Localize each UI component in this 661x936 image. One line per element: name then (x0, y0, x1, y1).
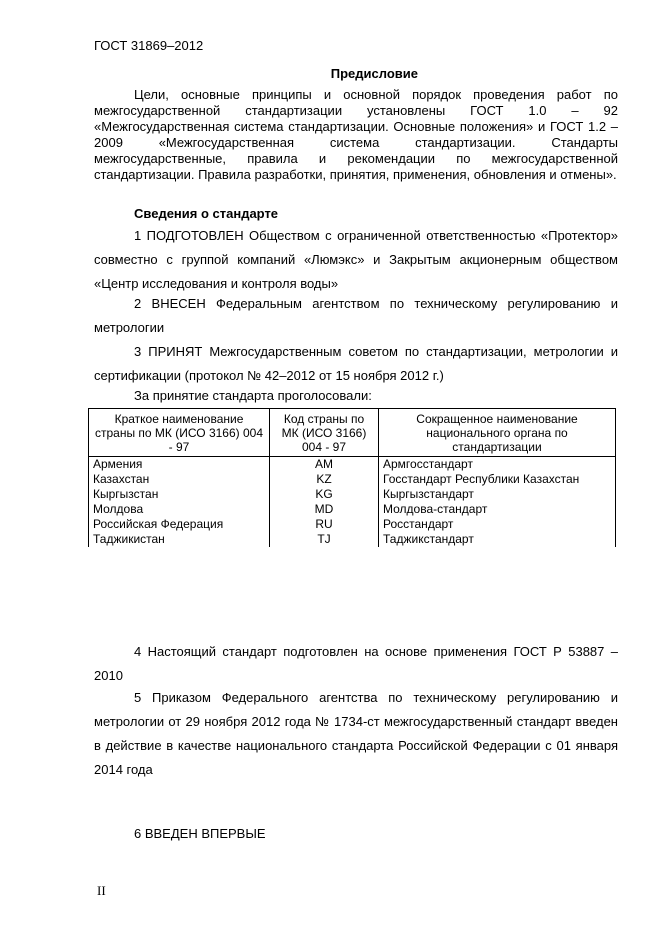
table-row (89, 532, 616, 547)
header-country-code: Код страны по МК (ИСО 3166) 004 - 97 (270, 409, 379, 457)
country-name-cell: Армения (89, 457, 270, 473)
table-row (89, 487, 616, 502)
page-number: II (97, 883, 106, 898)
country-code-cell: KZ (270, 472, 379, 487)
item-3-adopted: 3 ПРИНЯТ Межгосударственным советом по стандартизации, метрологии и сертификации (протокол № 42–2012 от 15 ноября 2012 г.) (94, 344, 618, 383)
table-row (89, 517, 616, 532)
document-code-header: ГОСТ 31869–2012 (94, 38, 204, 53)
item-6-first-introduced: 6 ВВЕДЕН ВПЕРВЫЕ (134, 826, 266, 841)
voting-states-table (88, 408, 616, 547)
header-national-body: Сокращенное наименование национального органа по стандартизации (379, 409, 616, 457)
preface-title: Предисловие (330, 66, 418, 81)
country-name-cell: Казахстан (89, 472, 270, 487)
national-body-cell: Госстандарт Республики Казахстан (379, 472, 616, 487)
country-code-cell: KG (270, 487, 379, 502)
national-body-cell: Таджикстандарт (379, 532, 616, 547)
item-4-basis: 4 Настоящий стандарт подготовлен на основе применения ГОСТ Р 53887 – 2010 (94, 644, 618, 683)
table-row (89, 472, 616, 487)
country-code-cell: MD (270, 502, 379, 517)
country-name-cell: Кыргызстан (89, 487, 270, 502)
table-row (89, 457, 616, 473)
item-2-introduced: 2 ВНЕСЕН Федеральным агентством по техническому регулированию и метрологии (94, 296, 618, 335)
vote-intro: За принятие стандарта проголосовали: (134, 388, 372, 403)
country-name-cell: Таджикистан (89, 532, 270, 547)
national-body-cell: Армгосстандарт (379, 457, 616, 473)
header-country-name: Краткое наименование страны по МК (ИСО 3166) 004 - 97 (89, 409, 270, 457)
country-name-cell: Молдова (89, 502, 270, 517)
table-row (89, 502, 616, 517)
item-5-enactment: 5 Приказом Федерального агентства по техническому регулированию и метрологии от 29 ноября 2012 года № 1734-ст межгосударственный стандарт введен в действие в качестве национального стандарта Российской Федерации с 01 января 2014 года (94, 690, 618, 777)
national-body-cell: Молдова-стандарт (379, 502, 616, 517)
country-code-cell: RU (270, 517, 379, 532)
national-body-cell: Росстандарт (379, 517, 616, 532)
table-header-row (89, 409, 616, 457)
item-1-prepared: 1 ПОДГОТОВЛЕН Обществом с ограниченной ответственностью «Протектор» совместно с группой компаний «Люмэкс» и Закрытым акционерным обществом «Центр исследования и контроля воды» (94, 228, 618, 291)
national-body-cell: Кыргызстандарт (379, 487, 616, 502)
preface-paragraph: Цели, основные принципы и основной порядок проведения работ по межгосударственной стандартизации установлены ГОСТ 1.0 – 92 «Межгосударственная система стандартизации. Основные положения» и ГОСТ 1.2 – 2009 «Межгосударственная система стандартизации. Стандарты межгосударственные, правила и рекомендации по межгосударственной стандартизации. Правила разработки, принятия, применения, обновления и отмены». (94, 87, 618, 182)
country-name-cell: Российская Федерация (89, 517, 270, 532)
country-code-cell: TJ (270, 532, 379, 547)
standard-info-heading: Сведения о стандарте (134, 206, 279, 221)
country-code-cell: AM (270, 457, 379, 473)
